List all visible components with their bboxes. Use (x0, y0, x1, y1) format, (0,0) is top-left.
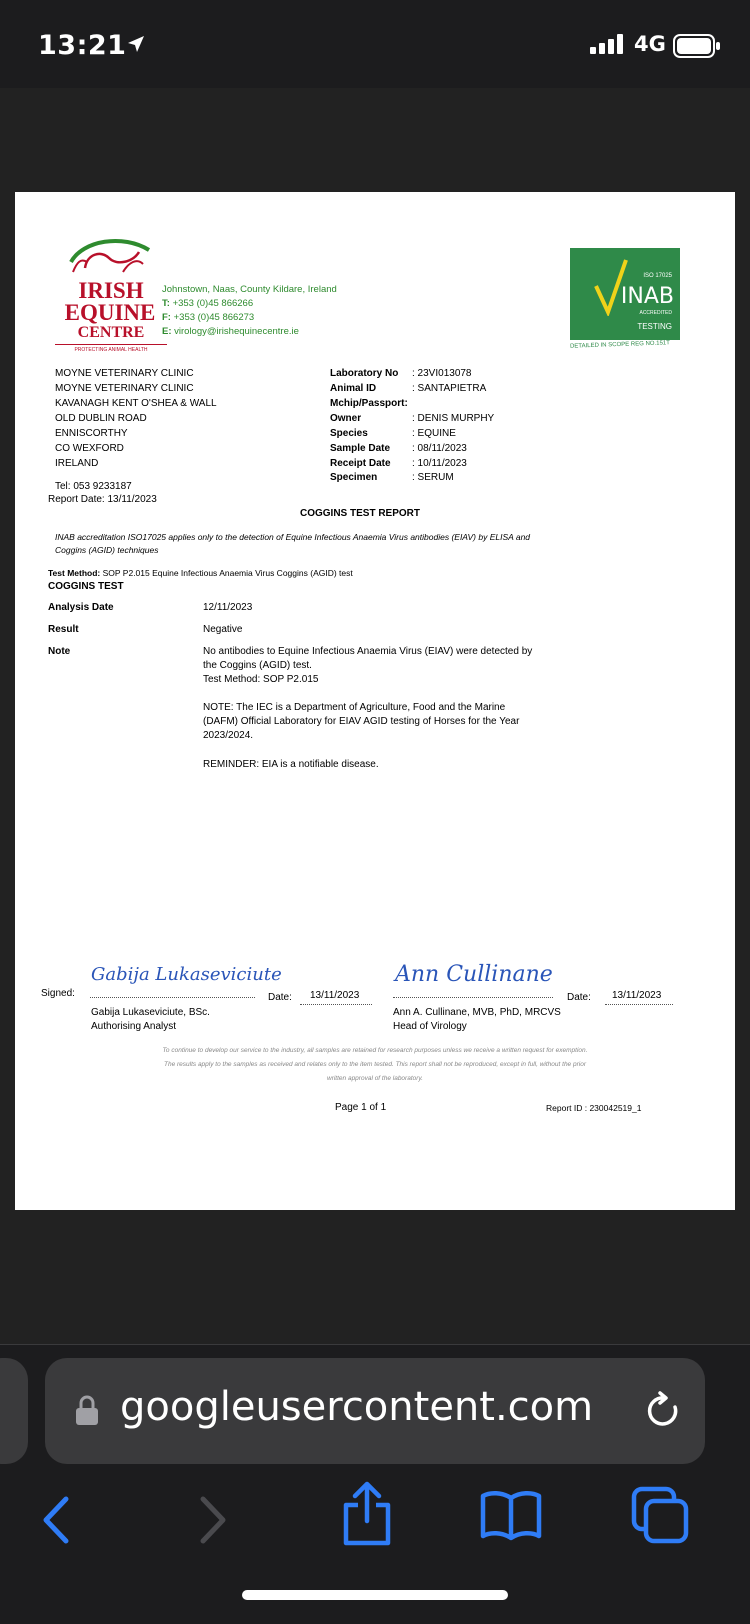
result-value: Negative (203, 624, 243, 635)
detail-label: Laboratory No (330, 368, 399, 379)
signed-label: Signed: (41, 988, 75, 999)
detail-value: : 23VI013078 (412, 368, 472, 379)
detail-label: Owner (330, 413, 362, 424)
lab-email: virology@irishequinecentre.ie (174, 326, 299, 337)
detail-label: Species (330, 428, 368, 439)
detail-value: : 08/11/2023 (412, 443, 467, 454)
detail-value: : SERUM (412, 472, 454, 483)
inab-testing: TESTING (637, 322, 672, 331)
lab-fax: +353 (0)45 866273 (173, 312, 255, 323)
detail-value: : DENIS MURPHY (412, 413, 495, 424)
report-id: Report ID : 230042519_1 (546, 1103, 642, 1113)
home-indicator (242, 1590, 508, 1600)
test-method-value: SOP P2.015 Equine Infectious Anaemia Virus Coggins (AGID) test (102, 568, 353, 578)
sig2-date: 13/11/2023 (612, 990, 662, 1001)
tel-prefix: T: (162, 298, 170, 309)
note-line: No antibodies to Equine Infectious Anaemia Virus (EIAV) were detected by (203, 646, 533, 657)
detail-label: Receipt Date (330, 458, 391, 469)
client-line: MOYNE VETERINARY CLINIC (55, 368, 194, 379)
test-method-label: Test Method: (48, 568, 101, 578)
inab-detailed: DETAILED IN SCOPE REG NO.151T (569, 340, 670, 350)
inab-accredited: ACCREDITED (639, 310, 672, 316)
address-bar[interactable] (45, 1358, 705, 1464)
sig1-date: 13/11/2023 (310, 990, 360, 1001)
reminder: REMINDER: EIA is a notifiable disease. (203, 759, 379, 770)
signature-line (90, 997, 255, 998)
section-title: COGGINS TEST (48, 581, 124, 592)
detail-label: Sample Date (330, 443, 391, 454)
note-label: Note (48, 646, 71, 657)
note-line: the Coggins (AGID) test. (203, 660, 312, 671)
lock-icon (75, 1394, 99, 1431)
logo-irish: IRISH (78, 278, 144, 303)
logo-divider (55, 344, 167, 345)
lab-tel: +353 (0)45 866266 (172, 298, 254, 309)
back-arrow-icon[interactable] (38, 1495, 74, 1550)
page-number: Page 1 of 1 (335, 1102, 387, 1113)
client-tel: Tel: 053 9233187 (55, 481, 132, 492)
status-bar (0, 0, 750, 88)
share-icon[interactable] (340, 1481, 394, 1552)
result-label: Result (48, 624, 79, 635)
detail-label: Animal ID (330, 383, 377, 394)
footer-line: To continue to develop our service to the industry, all samples are retained for research purposes unless we receive a written request for exemption. (162, 1047, 588, 1054)
detail-value: : SANTAPIETRA (412, 383, 487, 394)
tabs-icon[interactable] (630, 1485, 690, 1550)
client-line: CO WEXFORD (55, 443, 124, 454)
location-arrow-icon (126, 34, 146, 59)
inab-iso: ISO 17025 (643, 273, 672, 279)
url-text: googleusercontent.com (120, 1384, 594, 1430)
client-line: OLD DUBLIN ROAD (55, 413, 147, 424)
fax-prefix: F: (162, 312, 171, 323)
signature-2: Ann Cullinane (395, 962, 553, 987)
client-line: ENNISCORTHY (55, 428, 128, 439)
client-line: IRELAND (55, 458, 99, 469)
report-date: Report Date: 13/11/2023 (48, 494, 157, 505)
detail-label: Specimen (330, 472, 378, 483)
notice-line: (DAFM) Official Laboratory for EIAV AGID testing of Horses for the Year (203, 716, 520, 727)
email-prefix: E: (162, 326, 172, 337)
bookmarks-icon[interactable] (480, 1490, 542, 1547)
forward-arrow-icon[interactable] (195, 1495, 231, 1550)
date-label: Date: (268, 992, 292, 1003)
inab-tick-icon (592, 256, 628, 321)
inab-badge (570, 248, 680, 340)
logo-equine: EQUINE (64, 300, 156, 325)
date-line (605, 1004, 673, 1005)
logo-centre: CENTRE (77, 324, 145, 341)
sig2-role: Head of Virology (393, 1021, 467, 1032)
notice-line: NOTE: The IEC is a Department of Agriculture, Food and the Marine (203, 702, 506, 713)
footer-line: The results apply to the samples as received and relates only to the item tested. This report shall not be reproduced, except in full, without the prior (163, 1061, 586, 1068)
sig1-name: Gabija Lukaseviciute, BSc. (91, 1007, 210, 1018)
analysis-date-label: Analysis Date (48, 602, 114, 613)
previous-tab-preview[interactable] (0, 1358, 28, 1464)
browser-toolbar (0, 1345, 750, 1624)
horse-logo-icon (63, 232, 163, 280)
detail-value: : EQUINE (412, 428, 456, 439)
lab-address: Johnstown, Naas, County Kildare, Ireland (162, 284, 337, 295)
inab-note-line: Coggins (AGID) techniques (55, 545, 159, 555)
inab-name: INAB (620, 284, 674, 309)
inab-note-line: INAB accreditation ISO17025 applies only to the detection of Equine Infectious Anaemia Virus antibodies (EIAV) by ELISA and (55, 532, 531, 542)
sig1-role: Authorising Analyst (91, 1021, 177, 1032)
report-page (15, 192, 735, 1210)
client-line: KAVANAGH KENT O'SHEA & WALL (55, 398, 217, 409)
date-line (300, 1004, 372, 1005)
detail-label: Mchip/Passport: (330, 398, 408, 409)
detail-value: : 10/11/2023 (412, 458, 467, 469)
signature-line (393, 997, 553, 998)
signature-1: Gabija Lukaseviciute (91, 964, 282, 985)
client-line: MOYNE VETERINARY CLINIC (55, 383, 194, 394)
notice-line: 2023/2024. (203, 730, 254, 741)
battery-icon (673, 34, 721, 63)
status-time: 13:21 (38, 30, 127, 61)
date-label: Date: (567, 992, 591, 1003)
report-title: COGGINS TEST REPORT (300, 508, 421, 519)
network-type: 4G (634, 32, 666, 56)
logo-tagline: PROTECTING ANIMAL HEALTH (74, 347, 148, 353)
reload-icon[interactable] (645, 1391, 683, 1436)
cellular-signal-icon (590, 34, 630, 59)
sig2-name: Ann A. Cullinane, MVB, PhD, MRCVS (393, 1007, 561, 1018)
note-line: Test Method: SOP P2.015 (203, 674, 319, 685)
footer-line: written approval of the laboratory. (327, 1075, 423, 1082)
analysis-date-value: 12/11/2023 (203, 602, 253, 613)
